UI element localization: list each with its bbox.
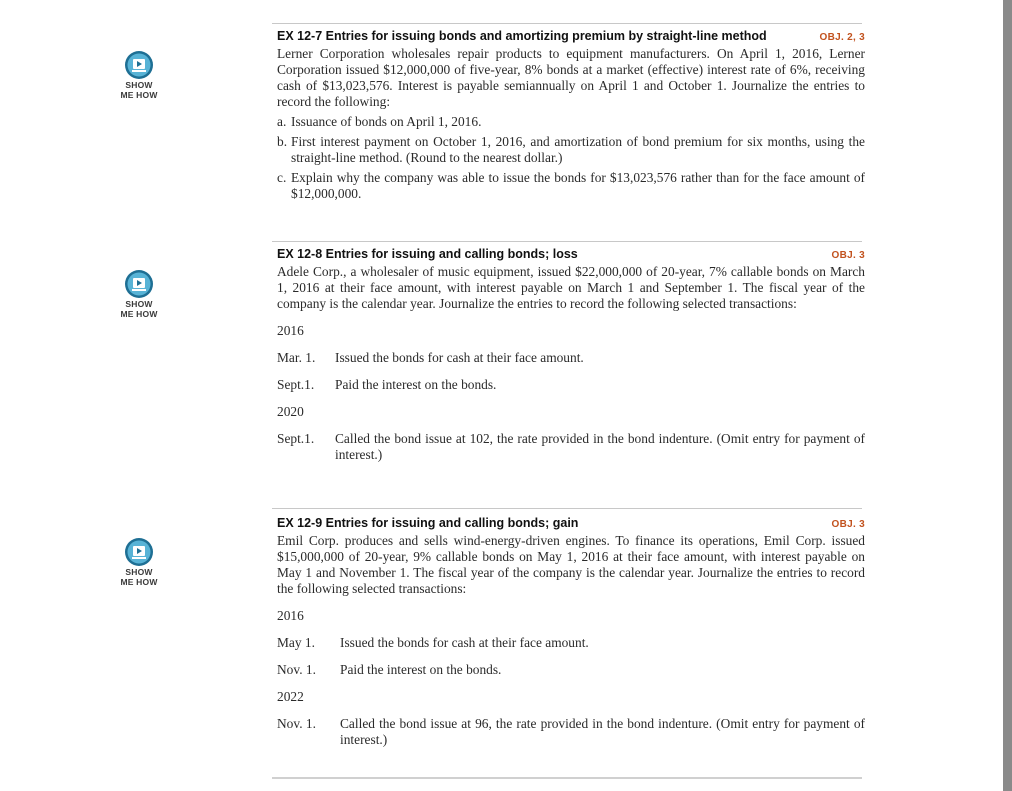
transaction-date: Nov. 1.: [277, 716, 316, 731]
list-item: [277, 114, 865, 130]
transaction-date: Nov. 1.: [277, 662, 316, 677]
section-divider: [272, 777, 862, 779]
transaction-text: Issued the bonds for cash at their face amount.: [340, 635, 589, 650]
show-me-how-label: SHOW: [125, 299, 153, 309]
play-video-icon: [124, 50, 154, 80]
transaction-row: [277, 350, 865, 366]
page-edge-bar: [1003, 0, 1012, 791]
show-me-how-label: SHOW: [125, 567, 153, 577]
transaction-text: Issued the bonds for cash at their face amount.: [335, 350, 584, 365]
exercise-intro: Emil Corp. produces and sells wind-energy-driven engines. To finance its operations, Emil Corp. issued $15,000,000 of 20-year, 9% callable bonds on May 1, 2016 at their face amount, with interest payable on May 1 and November 1. The fiscal year of the company is the calendar year. Journalize the entries to record the following selected transactions:: [277, 533, 865, 596]
exercise-heading: [277, 246, 865, 264]
exercise-12-9: [277, 515, 865, 748]
list-marker: a.: [277, 114, 287, 129]
show-me-how-label: ME HOW: [120, 577, 158, 587]
transaction-date: Sept.1.: [277, 377, 315, 392]
transaction-text: Called the bond issue at 96, the rate provided in the bond indenture. (Omit entry for payment of interest.): [340, 716, 865, 747]
show-me-how-label: SHOW: [125, 80, 153, 90]
transaction-date: May 1.: [277, 635, 315, 650]
exercise-title: EX 12-8 Entries for issuing and calling bonds; loss: [277, 247, 578, 261]
section-divider: [272, 508, 862, 509]
exercise-title: EX 12-9 Entries for issuing and calling bonds; gain: [277, 516, 579, 530]
objective-label: OBJ. 3: [831, 250, 865, 261]
transaction-row: [277, 662, 865, 678]
show-me-how-button-12-9[interactable]: [110, 537, 168, 587]
exercise-12-7: [277, 28, 865, 202]
show-me-how-button-12-8[interactable]: [110, 269, 168, 319]
year-label: 2016: [277, 608, 304, 623]
year-label: 2020: [277, 404, 304, 419]
section-divider: [272, 23, 862, 24]
play-video-icon: [124, 269, 154, 299]
section-divider: [272, 241, 862, 242]
transaction-date: Mar. 1.: [277, 350, 316, 365]
list-text: Issuance of bonds on April 1, 2016.: [291, 114, 482, 129]
list-text: Explain why the company was able to issue the bonds for $13,023,576 rather than for the face amount of $12,000,000.: [291, 170, 865, 201]
exercise-heading: [277, 28, 865, 46]
exercise-title: EX 12-7 Entries for issuing bonds and amortizing premium by straight-line method: [277, 29, 767, 43]
list-item: [277, 170, 865, 202]
list-item: [277, 134, 865, 166]
show-me-how-label: ME HOW: [120, 90, 158, 100]
exercise-heading: [277, 515, 865, 533]
show-me-how-button-12-7[interactable]: [110, 50, 168, 100]
list-marker: b.: [277, 134, 288, 149]
show-me-how-label: ME HOW: [120, 309, 158, 319]
objective-label: OBJ. 3: [831, 519, 865, 530]
year-label: 2022: [277, 689, 304, 704]
transaction-row: [277, 716, 865, 748]
transaction-text: Called the bond issue at 102, the rate provided in the bond indenture. (Omit entry for payment of interest.): [335, 431, 865, 462]
transaction-row: [277, 377, 865, 393]
exercise-intro: Lerner Corporation wholesales repair products to equipment manufacturers. On April 1, 2016, Lerner Corporation issued $12,000,000 of five-year, 8% bonds at a market (effective) interest rate of 6%, receiving cash of $13,023,576. Interest is payable semiannually on April 1 and October 1. Journalize the entries to record the following:: [277, 46, 865, 109]
list-marker: c.: [277, 170, 287, 185]
transaction-text: Paid the interest on the bonds.: [335, 377, 497, 392]
objective-label: OBJ. 2, 3: [819, 32, 865, 43]
year-label: 2016: [277, 323, 304, 338]
transaction-text: Paid the interest on the bonds.: [340, 662, 502, 677]
list-text: First interest payment on October 1, 2016, and amortization of bond premium for six months, using the straight-line method. (Round to the nearest dollar.): [291, 134, 865, 165]
play-video-icon: [124, 537, 154, 567]
transaction-date: Sept.1.: [277, 431, 315, 446]
transaction-row: [277, 431, 865, 463]
exercise-intro: Adele Corp., a wholesaler of music equipment, issued $22,000,000 of 20-year, 7% callable bonds on March 1, 2016 at their face amount, with interest payable on March 1 and September 1. The fiscal year of the company is the calendar year. Journalize the entries to record the following selected transactions:: [277, 264, 865, 311]
exercise-12-8: [277, 246, 865, 463]
transaction-row: [277, 635, 865, 651]
